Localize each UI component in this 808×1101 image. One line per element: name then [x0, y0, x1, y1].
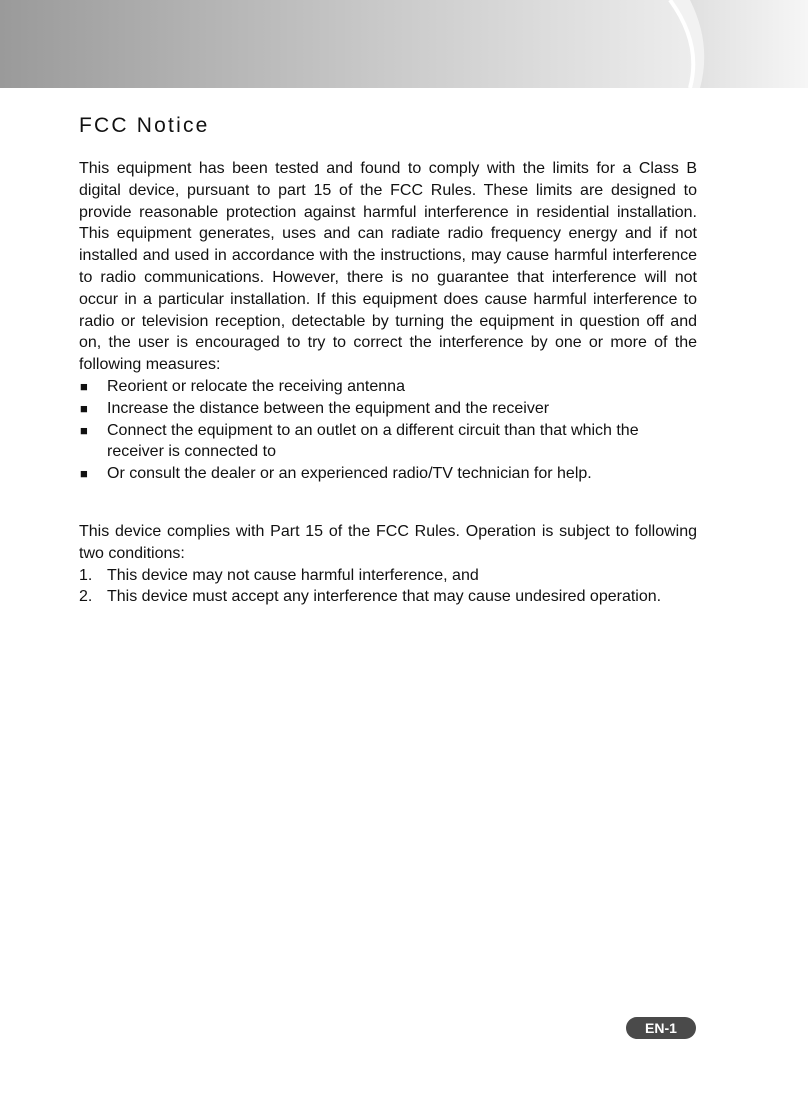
square-bullet-icon: ■ — [80, 400, 88, 416]
page-number-badge: EN-1 — [626, 1017, 696, 1039]
page-title: FCC Notice — [79, 114, 210, 137]
measures-list — [79, 376, 697, 485]
main-content — [79, 158, 697, 608]
condition-text: This device must accept any interference that may cause undesired operation. — [107, 588, 662, 606]
square-bullet-icon: ■ — [80, 422, 88, 438]
intro-paragraph: This equipment has been tested and found to comply with the limits for a Class B digital device, pursuant to part 15 of the FCC Rules. These limits are designed to provide reasonable protection against harmful interference in residential installation. This equipment generates, uses and can radiate radio frequency energy and if not installed and used in accordance with the instructions, may cause harmful interference to radio communications. However, there is no guarantee that interference will not occur in a particular installation. If this equipment does cause harmful interference to radio or television reception, detectable by turning the equipment in question off and on, the user is encouraged to try to correct the interference by one or more of the following measures: — [79, 160, 697, 374]
compliance-paragraph: This device complies with Part 15 of the FCC Rules. Operation is subject to following two conditions: — [79, 522, 697, 562]
list-item — [79, 565, 697, 587]
condition-number: 1. — [79, 566, 93, 584]
list-item — [79, 586, 697, 608]
list-item — [79, 376, 697, 398]
section-spacer — [79, 485, 697, 521]
square-bullet-icon: ■ — [80, 466, 88, 482]
measure-text: Connect the equipment to an outlet on a different circuit than that which the receiver is connected to — [107, 421, 639, 461]
list-item — [79, 398, 697, 420]
measure-text: Or consult the dealer or an experienced radio/TV technician for help. — [107, 465, 592, 483]
condition-number: 2. — [79, 588, 93, 606]
measure-text: Reorient or relocate the receiving antenna — [107, 377, 405, 395]
condition-text: This device may not cause harmful interference, and — [107, 566, 479, 584]
square-bullet-icon: ■ — [80, 378, 88, 394]
header-band — [0, 0, 808, 88]
conditions-list — [79, 565, 697, 609]
list-item — [79, 463, 697, 485]
measure-text: Increase the distance between the equipment and the receiver — [107, 399, 550, 417]
list-item — [79, 420, 697, 464]
